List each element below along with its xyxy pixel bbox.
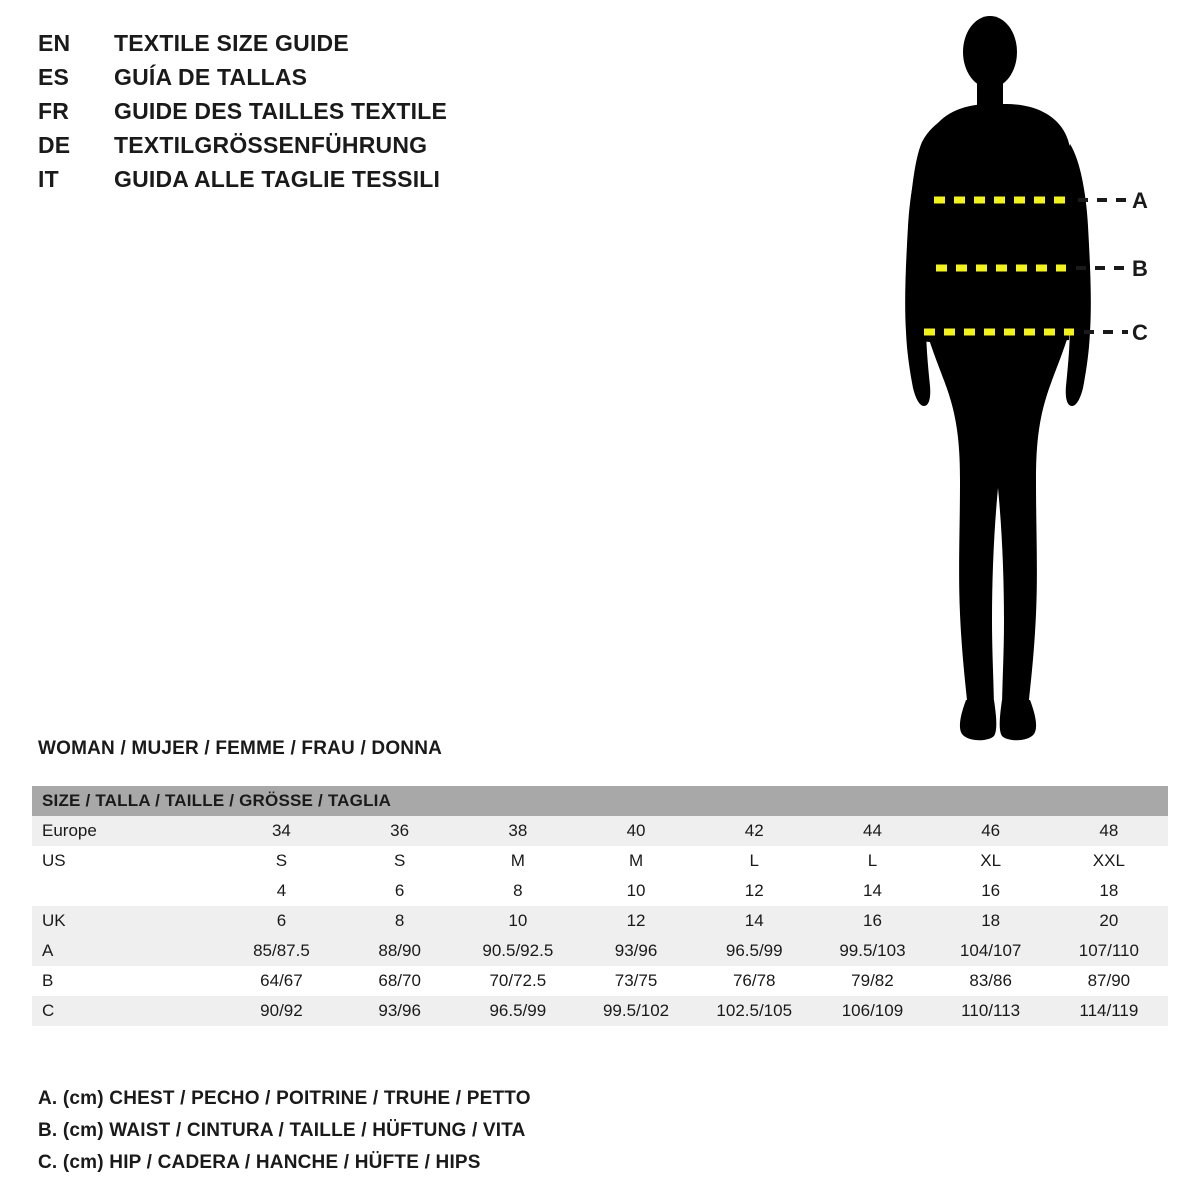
table-row: [32, 876, 1168, 906]
table-header-label: SIZE / TALLA / TAILLE / GRÖSSE / TAGLIA: [42, 791, 392, 810]
table-cell: S: [275, 851, 288, 870]
table-cell: 38: [508, 821, 528, 840]
table-row: [32, 906, 1168, 936]
measurement-legend: [38, 1088, 738, 1184]
table-cell: 64/67: [260, 971, 303, 990]
table-cell: 96.5/99: [725, 941, 783, 960]
table-cell: 106/109: [841, 1001, 904, 1020]
language-row: [38, 64, 738, 98]
table-caption: WOMAN / MUJER / FEMME / FRAU / DONNA: [38, 738, 443, 759]
table-cell: 44: [862, 821, 882, 840]
table-row: [32, 996, 1168, 1026]
table-header-row: [32, 786, 1168, 816]
table-cell: S: [393, 851, 406, 870]
size-table: [32, 786, 1168, 1026]
table-cell: 99.5/103: [839, 941, 906, 960]
table-cell: 42: [744, 821, 764, 840]
table-cell: 14: [862, 881, 882, 900]
row-label: [32, 876, 222, 906]
language-code: DE: [38, 132, 71, 158]
language-title: GUIDA ALLE TAGLIE TESSILI: [114, 166, 441, 192]
table-cell: L: [749, 851, 759, 870]
table-cell: 93/96: [378, 1001, 421, 1020]
table-cell: 12: [744, 881, 764, 900]
table-row: [32, 936, 1168, 966]
row-label: US: [42, 851, 66, 870]
table-cell: 88/90: [378, 941, 421, 960]
legend-line-a: A. (cm) CHEST / PECHO / POITRINE / TRUHE / PETTO: [38, 1088, 531, 1109]
table-cell: 8: [513, 881, 523, 900]
woman-silhouette-icon: [860, 10, 1190, 750]
measure-label-c: C: [1132, 320, 1148, 345]
table-cell: 16: [862, 911, 882, 930]
row-label: UK: [42, 911, 66, 930]
table-cell: 96.5/99: [489, 1001, 547, 1020]
table-cell: 107/110: [1078, 941, 1139, 960]
table-cell: 34: [271, 821, 291, 840]
table-cell: 16: [981, 881, 1001, 900]
language-row: [38, 30, 738, 64]
table-cell: 102.5/105: [716, 1001, 793, 1020]
table-cell: 46: [981, 821, 1001, 840]
language-title: GUIDE DES TAILLES TEXTILE: [114, 98, 447, 124]
table-cell: 12: [626, 911, 646, 930]
table-cell: 99.5/102: [602, 1001, 670, 1020]
language-title: TEXTILE SIZE GUIDE: [114, 30, 349, 56]
table-cell: 40: [626, 821, 646, 840]
table-cell: 110/113: [961, 1001, 1021, 1020]
table-cell: M: [510, 851, 525, 870]
language-row: [38, 132, 738, 166]
table-cell: 68/70: [378, 971, 421, 990]
table-cell: 76/78: [732, 971, 776, 990]
table-cell: XL: [980, 851, 1002, 870]
table-row: [32, 816, 1168, 846]
table-cell: XXL: [1092, 851, 1125, 870]
table-cell: 20: [1099, 911, 1119, 930]
language-code: IT: [38, 166, 59, 192]
table-cell: 6: [394, 881, 405, 900]
table-cell: 6: [276, 911, 287, 930]
table-cell: 8: [394, 911, 405, 930]
table-cell: 87/90: [1087, 971, 1131, 990]
table-cell: 85/87.5: [253, 941, 310, 960]
table-cell: 4: [276, 881, 287, 900]
table-row: [32, 846, 1168, 876]
row-label: Europe: [42, 821, 97, 840]
table-cell: 18: [981, 911, 1001, 930]
language-title: TEXTILGRÖSSENFÜHRUNG: [114, 132, 428, 158]
table-cell: 90/92: [260, 1001, 303, 1020]
language-code: FR: [38, 98, 70, 124]
measure-label-b: B: [1132, 256, 1148, 281]
table-cell: 90.5/92.5: [482, 941, 554, 960]
table-cell: M: [628, 851, 644, 870]
table-cell: 83/86: [969, 971, 1012, 990]
table-cell: 10: [626, 881, 646, 900]
table-cell: 48: [1099, 821, 1119, 840]
table-cell: 104/107: [959, 941, 1022, 960]
language-row: [38, 166, 738, 200]
row-label: B: [42, 971, 54, 990]
measure-label-a: A: [1132, 188, 1148, 213]
row-label: C: [42, 1001, 55, 1020]
table-cell: 14: [744, 911, 764, 930]
table-cell: 36: [390, 821, 410, 840]
table-cell: 73/75: [614, 971, 658, 990]
table-cell: 114/119: [1079, 1001, 1139, 1020]
language-title: GUÍA DE TALLAS: [114, 64, 308, 90]
language-title-block: [38, 30, 738, 200]
language-code: EN: [38, 30, 71, 56]
row-label: A: [42, 941, 54, 960]
table-cell: 93/96: [614, 941, 658, 960]
table-cell: L: [867, 851, 878, 870]
table-cell: 70/72.5: [489, 971, 547, 990]
table-cell: 10: [508, 911, 528, 930]
table-cell: 79/82: [851, 971, 894, 990]
body-diagram: [860, 10, 1190, 750]
table-row: [32, 966, 1168, 996]
language-code: ES: [38, 64, 70, 90]
legend-line-c: C. (cm) HIP / CADERA / HANCHE / HÜFTE / HIPS: [38, 1152, 481, 1173]
legend-line-b: B. (cm) WAIST / CINTURA / TAILLE / HÜFTUNG / VITA: [38, 1120, 526, 1141]
table-cell: 18: [1099, 881, 1119, 900]
language-row: [38, 98, 738, 132]
